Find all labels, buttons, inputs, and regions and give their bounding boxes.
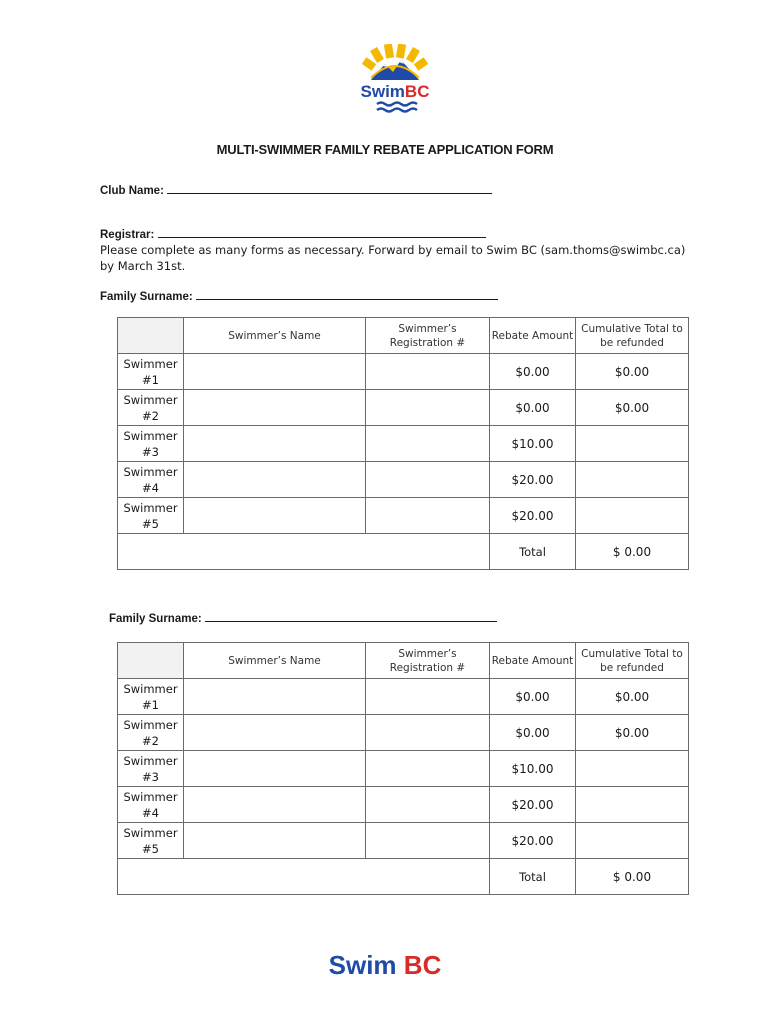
family-surname-label: Family Surname: [109,613,202,625]
club-name-row [100,182,492,197]
registration-field[interactable] [366,787,490,823]
swimmer-label: Swimmer #3 [118,751,184,787]
swimmer-name-field[interactable] [184,462,366,498]
form-title: MULTI-SWIMMER FAMILY REBATE APPLICATION FORM [216,142,554,157]
registration-field[interactable] [366,823,490,859]
swimmer-label: Swimmer #5 [118,498,184,534]
registration-field[interactable] [366,462,490,498]
table-row [118,354,689,390]
swimmer-name-field[interactable] [184,390,366,426]
cumulative-total: $0.00 [576,679,689,715]
table-row [118,751,689,787]
registration-field[interactable] [366,715,490,751]
family-surname-row-2 [109,610,497,625]
total-blank-cell [118,859,490,895]
header-blank-cell [118,318,184,354]
total-value: $ 0.00 [576,534,689,570]
registrar-label: Registrar: [100,229,155,241]
registration-field[interactable] [366,679,490,715]
swimmer-name-field[interactable] [184,751,366,787]
cumulative-total [576,751,689,787]
rebate-table-1 [117,317,689,570]
rebate-amount: $20.00 [490,787,576,823]
rebate-amount: $10.00 [490,751,576,787]
swimmer-label: Swimmer #1 [118,679,184,715]
cumulative-total [576,823,689,859]
cumulative-total [576,462,689,498]
swimmer-label: Swimmer #2 [118,390,184,426]
header-cumulative: Cumulative Total to be refunded [576,643,689,679]
table-row [118,462,689,498]
footer-logo-word-swim: Swim [328,950,397,980]
rebate-amount: $0.00 [490,390,576,426]
rebate-amount: $20.00 [490,498,576,534]
table-row [118,426,689,462]
club-name-label: Club Name: [100,185,164,197]
header-blank-cell [118,643,184,679]
total-value: $ 0.00 [576,859,689,895]
total-blank-cell [118,534,490,570]
footer-logo [300,950,470,981]
instructions-text: Please complete as many forms as necessary. Forward by email to Swim BC (sam.thoms@swimbc.ca) by March 31st. [100,243,686,273]
total-row [118,859,689,895]
table-header-row [118,643,689,679]
cumulative-total: $0.00 [576,390,689,426]
registration-field[interactable] [366,751,490,787]
table-row [118,715,689,751]
total-row [118,534,689,570]
rebate-amount: $0.00 [490,679,576,715]
header-cumulative: Cumulative Total to be refunded [576,318,689,354]
header-registration: Swimmer’s Registration # [366,318,490,354]
header-rebate: Rebate Amount [490,318,576,354]
registrar-row [100,226,486,241]
table-row [118,390,689,426]
header-swimmer-name: Swimmer’s Name [184,318,366,354]
swim-bc-logo [355,44,435,120]
header-registration: Swimmer’s Registration # [366,643,490,679]
family-surname-field-2[interactable] [205,610,497,622]
cumulative-total [576,426,689,462]
registrar-field[interactable] [158,226,486,238]
logo-word-swim: Swim [360,82,405,101]
swimmer-name-field[interactable] [184,715,366,751]
table-row [118,823,689,859]
swimmer-label: Swimmer #2 [118,715,184,751]
swimmer-label: Swimmer #1 [118,354,184,390]
swimmer-name-field[interactable] [184,354,366,390]
swimmer-name-field[interactable] [184,679,366,715]
swimmer-name-field[interactable] [184,823,366,859]
rebate-amount: $20.00 [490,823,576,859]
swimmer-name-field[interactable] [184,426,366,462]
cumulative-total [576,787,689,823]
logo-word-bc: BC [404,82,430,101]
registration-field[interactable] [366,498,490,534]
rebate-amount: $0.00 [490,715,576,751]
swimmer-label: Swimmer #4 [118,462,184,498]
rebate-amount: $20.00 [490,462,576,498]
swimmer-label: Swimmer #4 [118,787,184,823]
registration-field[interactable] [366,354,490,390]
swimmer-name-field[interactable] [184,787,366,823]
family-surname-row-1 [100,288,498,303]
header-rebate: Rebate Amount [490,643,576,679]
club-name-field[interactable] [167,182,492,194]
cumulative-total [576,498,689,534]
cumulative-total: $0.00 [576,354,689,390]
table-header-row [118,318,689,354]
table-row [118,498,689,534]
swimmer-label: Swimmer #3 [118,426,184,462]
table-row [118,787,689,823]
family-surname-label: Family Surname: [100,291,193,303]
rebate-amount: $0.00 [490,354,576,390]
cumulative-total: $0.00 [576,715,689,751]
header-swimmer-name: Swimmer’s Name [184,643,366,679]
footer-logo-word-bc: BC [403,950,442,980]
table-row [118,679,689,715]
total-label: Total [490,534,576,570]
registration-field[interactable] [366,390,490,426]
rebate-table-2 [117,642,689,895]
family-surname-field-1[interactable] [196,288,498,300]
total-label: Total [490,859,576,895]
logo-wordmark [355,82,435,102]
registration-field[interactable] [366,426,490,462]
swimmer-label: Swimmer #5 [118,823,184,859]
rebate-amount: $10.00 [490,426,576,462]
swimmer-name-field[interactable] [184,498,366,534]
